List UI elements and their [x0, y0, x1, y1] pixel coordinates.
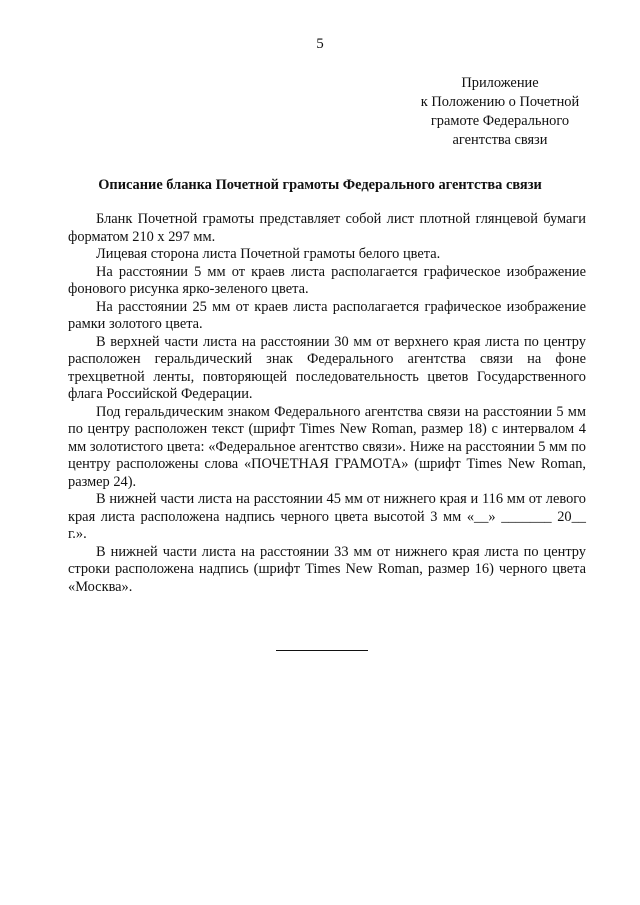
appendix-line: грамоте Федерального [430, 113, 570, 129]
paragraph: Лицевая сторона листа Почетной грамоты белого цвета. [96, 246, 441, 262]
paragraph: В верхней части листа на расстоянии 30 мм от верхнего края листа по центру расположен геральдический знак Федерального агентства связи на фоне трехцветной ленты, повторяющей последовательность цветов Государственного флага Российской Федерации. [68, 333, 586, 402]
paragraph: В нижней части листа на расстоянии 33 мм от нижнего края листа по центру строки расположена надпись (шрифт Times New Roman, размер 16) черного цвета «Москва». [68, 543, 586, 595]
document-body [68, 211, 586, 596]
paragraph: В нижней части листа на расстоянии 45 мм от нижнего края и 116 мм от левого края листа расположена надпись черного цвета высотой 3 мм «__» _______ 20__ г.». [68, 491, 586, 542]
paragraph: На расстоянии 5 мм от краев листа располагается графическое изображение фонового рисунка ярко-зеленого цвета. [68, 263, 586, 297]
appendix-header [400, 74, 600, 150]
appendix-line: агентства связи [452, 132, 548, 148]
paragraph: Бланк Почетной грамоты представляет собой лист плотной глянцевой бумаги форматом 210 х 297 мм. [68, 211, 586, 245]
appendix-line: к Положению о Почетной [420, 94, 580, 110]
appendix-line: Приложение [461, 75, 539, 91]
paragraph: Под геральдическим знаком Федерального агентства связи на расстоянии 5 мм по центру расположен текст (шрифт Times New Roman, размер 18) с интервалом 4 мм золотистого цвета: «Федеральное агентство связи». Ниже на расстоянии 5 мм по центру расположены слова «ПОЧЕТНАЯ ГРАМОТА» (шрифт Times New Roman, размер 24). [68, 403, 586, 490]
paragraph: На расстоянии 25 мм от краев листа располагается графическое изображение рамки золотого цвета. [68, 298, 586, 332]
page-number: 5 [316, 36, 324, 52]
closing-divider [276, 650, 368, 651]
document-title: Описание бланка Почетной грамоты Федерального агентства связи [98, 177, 542, 193]
